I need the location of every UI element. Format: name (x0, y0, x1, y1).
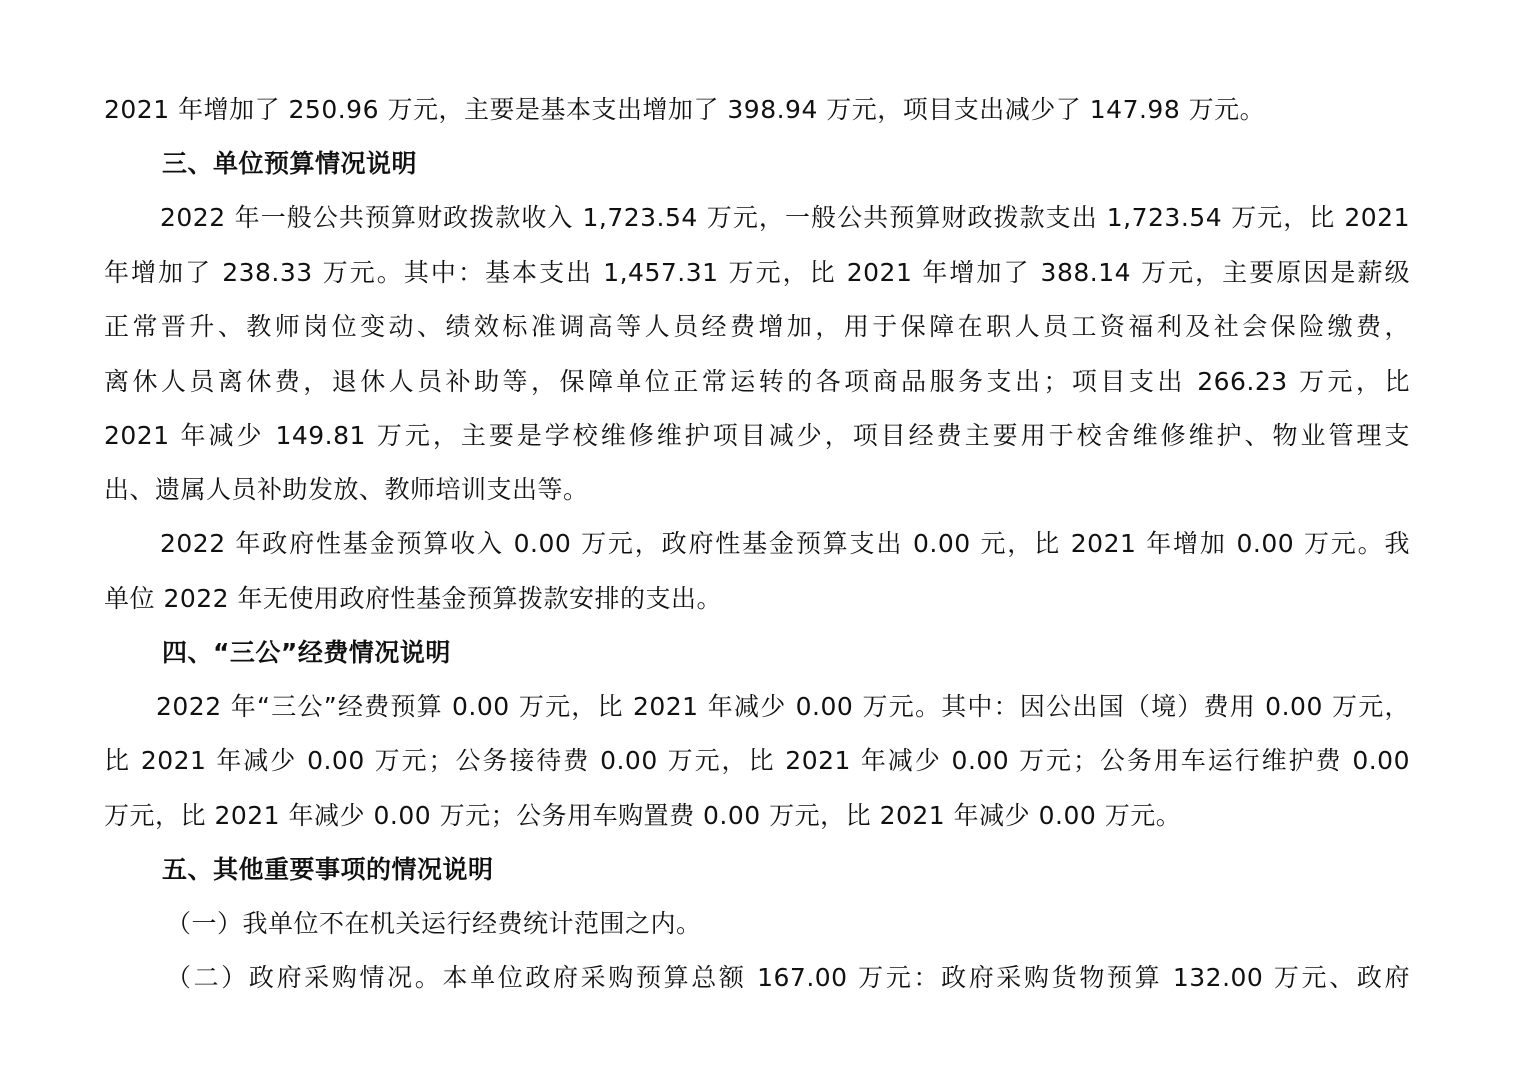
paragraph-line: 离休人员离休费，退休人员补助等，保障单位正常运转的各项商品服务支出；项目支出 266.23 万元，比 (104, 367, 1410, 396)
paragraph-line: 出、遗属人员补助发放、教师培训支出等。 (104, 475, 589, 504)
section-heading-5: 五、其他重要事项的情况说明 (162, 855, 494, 884)
paragraph-line: 2022 年“三公”经费预算 0.00 万元，比 2021 年减少 0.00 万元。其中：因公出国（境）费用 0.00 万元， (156, 692, 1410, 721)
paragraph-line: （二）政府采购情况。本单位政府采购预算总额 167.00 万元：政府采购货物预算 132.00 万元、政府 (166, 963, 1410, 992)
paragraph-line: 2022 年一般公共预算财政拨款收入 1,723.54 万元，一般公共预算财政拨款支出 1,723.54 万元，比 2021 (160, 203, 1410, 232)
section-heading-3: 三、单位预算情况说明 (162, 149, 418, 178)
paragraph-line: 2022 年政府性基金预算收入 0.00 万元，政府性基金预算支出 0.00 元，比 2021 年增加 0.00 万元。我 (160, 529, 1410, 558)
paragraph-line: 2021 年增加了 250.96 万元，主要是基本支出增加了 398.94 万元，项目支出减少了 147.98 万元。 (104, 95, 1266, 124)
paragraph-line: （一）我单位不在机关运行经费统计范围之内。 (166, 909, 702, 938)
paragraph-line: 2021 年减少 149.81 万元，主要是学校维修维护项目减少，项目经费主要用于校舍维修维护、物业管理支 (104, 421, 1410, 450)
paragraph-line: 年增加了 238.33 万元。其中：基本支出 1,457.31 万元，比 2021 年增加了 388.14 万元，主要原因是薪级 (104, 258, 1410, 287)
section-heading-4: 四、“三公”经费情况说明 (162, 638, 451, 667)
paragraph-line: 比 2021 年减少 0.00 万元；公务接待费 0.00 万元，比 2021 年减少 0.00 万元；公务用车运行维护费 0.00 (104, 746, 1410, 775)
paragraph-line: 万元，比 2021 年减少 0.00 万元；公务用车购置费 0.00 万元，比 2021 年减少 0.00 万元。 (104, 801, 1182, 830)
paragraph-line: 正常晋升、教师岗位变动、绩效标准调高等人员经费增加，用于保障在职人员工资福利及社会保险缴费， (104, 312, 1410, 341)
paragraph-line: 单位 2022 年无使用政府性基金预算拨款安排的支出。 (104, 584, 723, 613)
